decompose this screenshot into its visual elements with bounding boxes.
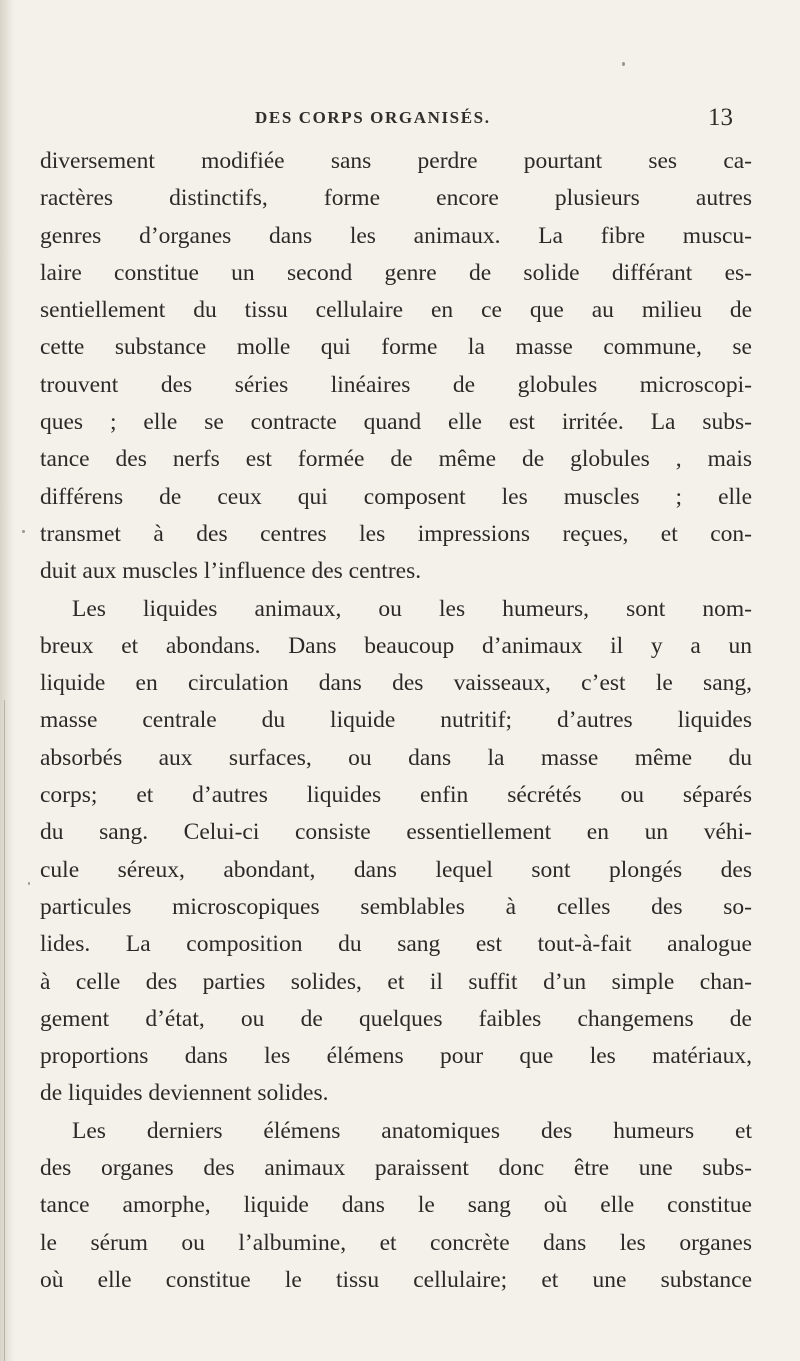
- text-line: différens de ceux qui composent les muscles ; elle: [40, 483, 752, 510]
- text-line: masse centrale du liquide nutritif; d’autres liquides: [40, 707, 752, 734]
- text-line: tance amorphe, liquide dans le sang où elle constitue: [40, 1192, 752, 1219]
- text-line: corps; et d’autres liquides enfin sécrétés ou séparés: [40, 782, 752, 809]
- body-text: [40, 143, 752, 1299]
- page-edge-line: [4, 700, 5, 1361]
- text-line: breux et abondans. Dans beaucoup d’animaux il y a un: [40, 632, 752, 659]
- text-line: diversement modifiée sans perdre pourtant ses ca-: [40, 148, 752, 174]
- page-gutter-shadow: [0, 0, 14, 1361]
- text-line: gement d’état, ou de quelques faibles changemens de: [40, 1005, 752, 1032]
- page-number: 13: [708, 104, 733, 131]
- text-line: absorbés aux surfaces, ou dans la masse même du: [40, 744, 752, 771]
- paper-speck: [622, 62, 625, 66]
- text-line: cette substance molle qui forme la masse commune, se: [40, 334, 752, 361]
- text-line: Les derniers élémens anatomiques des humeurs et: [72, 1117, 752, 1144]
- text-line: duit aux muscles l’influence des centres.: [40, 558, 422, 585]
- text-line: transmet à des centres les impressions reçues, et con-: [40, 520, 752, 547]
- text-line: à celle des parties solides, et il suffit d’un simple chan-: [40, 968, 752, 995]
- text-line: proportions dans les élémens pour que les matériaux,: [40, 1043, 752, 1070]
- paper-speck: [22, 530, 25, 533]
- text-line: laire constitue un second genre de solide différant es-: [40, 259, 752, 286]
- text-line: liquide en circulation dans des vaisseaux, c’est le sang,: [40, 670, 752, 697]
- text-line: trouvent des séries linéaires de globules microscopi-: [40, 371, 752, 398]
- running-head: [0, 104, 800, 138]
- text-line: genres d’organes dans les animaux. La fibre muscu-: [40, 222, 752, 249]
- text-line: du sang. Celui-ci consiste essentiellement en un véhi-: [40, 819, 752, 846]
- text-line: où elle constitue le tissu cellulaire; et une substance: [40, 1266, 752, 1293]
- text-line: ractères distinctifs, forme encore plusieurs autres: [40, 185, 752, 212]
- running-title: DES CORPS ORGANISÉS.: [255, 108, 491, 127]
- text-line: cule séreux, abondant, dans lequel sont plongés des: [40, 856, 752, 883]
- text-line: le sérum ou l’albumine, et concrète dans les organes: [40, 1229, 752, 1256]
- text-line: ques ; elle se contracte quand elle est irritée. La subs-: [40, 409, 752, 436]
- text-line: tance des nerfs est formée de même de globules , mais: [40, 446, 752, 473]
- text-line: lides. La composition du sang est tout-à-fait analogue: [40, 931, 752, 958]
- text-line: sentiellement du tissu cellulaire en ce que au milieu de: [40, 297, 752, 324]
- paper-speck: [28, 882, 30, 885]
- text-line: de liquides deviennent solides.: [40, 1080, 329, 1107]
- text-line: des organes des animaux paraissent donc être une subs-: [40, 1155, 752, 1182]
- text-line: Les liquides animaux, ou les humeurs, sont nom-: [72, 595, 752, 622]
- text-line: particules microscopiques semblables à celles des so-: [40, 893, 752, 920]
